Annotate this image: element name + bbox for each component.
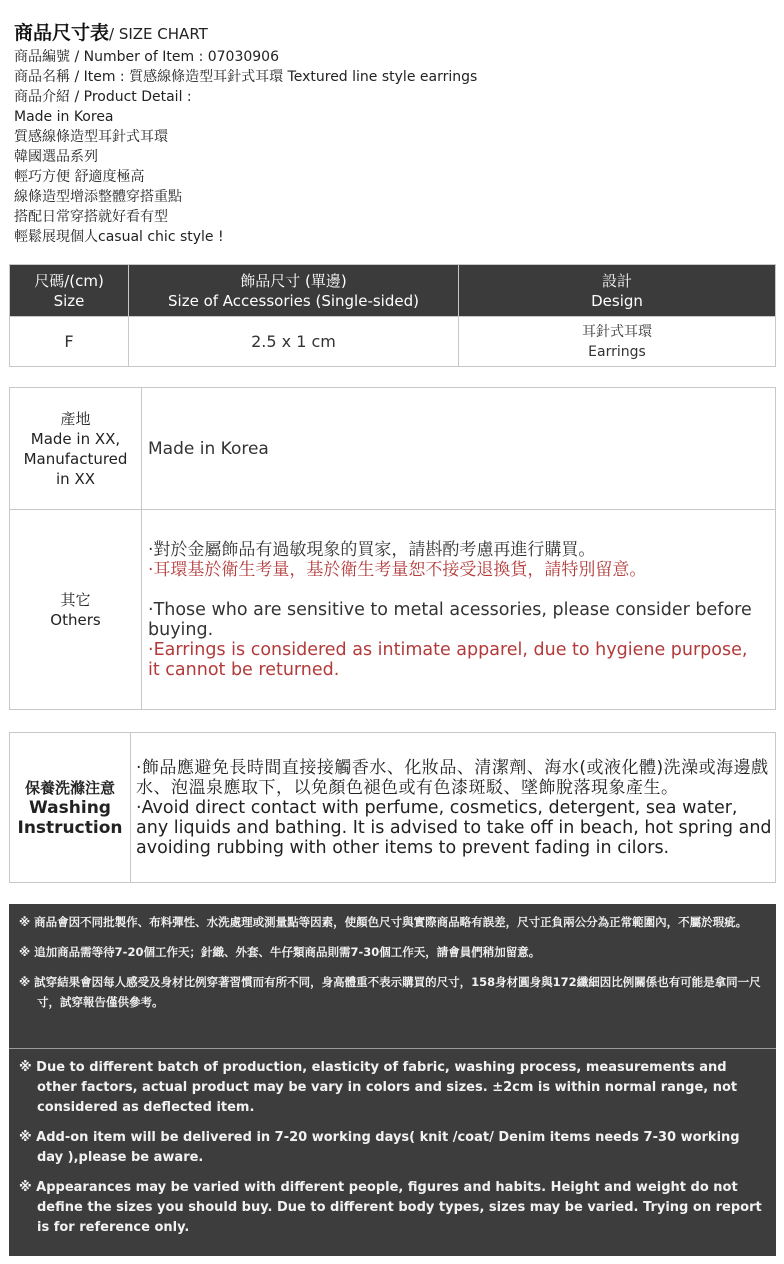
design-en: Earrings	[588, 343, 646, 360]
product-detail-line: 商品介紹 / Product Detail :	[14, 89, 192, 105]
washing-table	[9, 732, 776, 883]
others-label-en: Others	[50, 610, 101, 629]
return-note-zh: ·耳環基於衛生考量，基於衛生考量恕不接受退換貨，請特別留意。	[148, 559, 647, 580]
washing-label-en: Instruction	[17, 817, 123, 838]
accessory-size-column-header	[129, 265, 459, 317]
origin-others-table	[9, 387, 776, 710]
detail-line: 輕鬆展現個人casual chic style !	[14, 229, 224, 245]
table-row	[10, 317, 776, 367]
washing-instructions	[131, 733, 776, 883]
item-name-line: 商品名稱 / Item : 質感線條造型耳針式耳環 Textured line style earrings	[14, 69, 478, 85]
note-zh: ※ 商品會因不同批製作、布料彈性、水洗處理或測量點等因素，使顏色尺寸與實際商品略有誤差，尺寸正負兩公分為正常範圍內，不屬於瑕疵。	[19, 915, 748, 929]
size-cell: F	[10, 317, 129, 367]
design-zh: 耳針式耳環	[582, 323, 652, 340]
origin-label-en: Manufactured	[23, 449, 128, 468]
note-zh: ※ 試穿結果會因每人感受及身材比例穿著習慣而有所不同，身高體重不表示購買的尺寸，158身材圓身與172纖細因比例關係也有可能是拿同一尺寸，試穿報告僅供參考。	[19, 975, 761, 1009]
detail-line: 搭配日常穿搭就好看有型	[14, 209, 168, 225]
others-label	[10, 510, 142, 710]
size-chart-header	[14, 20, 774, 247]
page-title	[14, 20, 774, 46]
origin-label	[10, 388, 142, 510]
washing-text-zh: ·飾品應避免長時間直接接觸香水、化妝品、清潔劑、海水(或液化體)洗澡或海邊戲水、泡溫泉應取下，以免顏色褪色或有色漆斑駁、墜飾脫落現象產生。	[136, 757, 769, 798]
item-number-line: 商品編號 / Number of Item : 07030906	[14, 49, 279, 65]
washing-label-zh: 保養洗滌注意	[24, 778, 115, 797]
size-column-header	[10, 265, 129, 317]
detail-line: 線條造型增添整體穿搭重點	[14, 189, 182, 205]
title-en: / SIZE CHART	[109, 25, 208, 43]
origin-value: Made in Korea	[142, 388, 776, 510]
washing-text-en: ·Avoid direct contact with perfume, cosmetics, detergent, sea water, any liquids and bathing. It is advised to take off in beach, hot spring and avoiding rubbing with other items to prevent fading in cilors.	[136, 797, 772, 858]
detail-line: 質感線條造型耳針式耳環	[14, 129, 168, 145]
allergy-note-zh: ·對於金屬飾品有過敏現象的買家，請斟酌考慮再進行購買。	[148, 539, 596, 560]
product-info	[14, 47, 774, 247]
washing-label-en: Washing	[29, 797, 111, 818]
others-label-zh: 其它	[60, 590, 91, 609]
detail-line: 輕巧方便 舒適度極高	[14, 169, 145, 185]
accessory-size-header-zh: 飾品尺寸 (單邊)	[240, 271, 347, 290]
notes-en	[9, 1049, 776, 1238]
dimensions-cell: 2.5 x 1 cm	[129, 317, 459, 367]
detail-line: Made in Korea	[14, 109, 114, 125]
others-row	[10, 510, 776, 710]
others-notes	[142, 510, 776, 710]
size-table-header	[10, 265, 776, 317]
washing-row	[10, 733, 776, 883]
note-en: ※ Due to different batch of production, elasticity of fabric, washing process, measurements and other factors, actual product may be vary in colors and sizes. ±2cm is within normal range, not considered as deflected item.	[19, 1060, 738, 1115]
size-header-zh: 尺碼/(cm)	[34, 271, 104, 290]
origin-label-en: Made in XX,	[30, 429, 121, 448]
notes-box	[9, 904, 776, 1256]
notes-zh	[9, 904, 776, 1048]
origin-label-en: in XX	[56, 469, 95, 488]
design-header-en: Design	[591, 291, 643, 310]
design-cell	[459, 317, 776, 367]
origin-label-zh: 產地	[60, 409, 91, 428]
design-header-zh: 設計	[601, 271, 632, 290]
note-zh: ※ 追加商品需等待7-20個工作天；針織、外套、牛仔類商品則需7-30個工作天，請會員們稍加留意。	[19, 945, 541, 959]
accessory-size-header-en: Size of Accessories (Single-sided)	[168, 291, 419, 310]
note-en: ※ Add-on item will be delivered in 7-20 working days( knit /coat/ Denim items needs 7-30 working day ),please be aware.	[19, 1130, 740, 1165]
title-zh: 商品尺寸表	[14, 22, 110, 44]
allergy-note-en: ·Those who are sensitive to metal acessories, please consider before buying.	[148, 599, 752, 640]
washing-label	[10, 733, 131, 883]
design-column-header	[459, 265, 776, 317]
size-header-en: Size	[53, 291, 85, 310]
origin-row	[10, 388, 776, 510]
size-table	[9, 264, 776, 367]
note-en: ※ Appearances may be varied with different people, figures and habits. Height and weight do not define the sizes you should buy. Due to different body types, sizes may be varied. Trying on report is for reference only.	[19, 1180, 762, 1235]
return-note-en: ·Earrings is considered as intimate apparel, due to hygiene purpose, it cannot be returned.	[148, 639, 748, 680]
detail-line: 韓國選品系列	[14, 149, 98, 165]
